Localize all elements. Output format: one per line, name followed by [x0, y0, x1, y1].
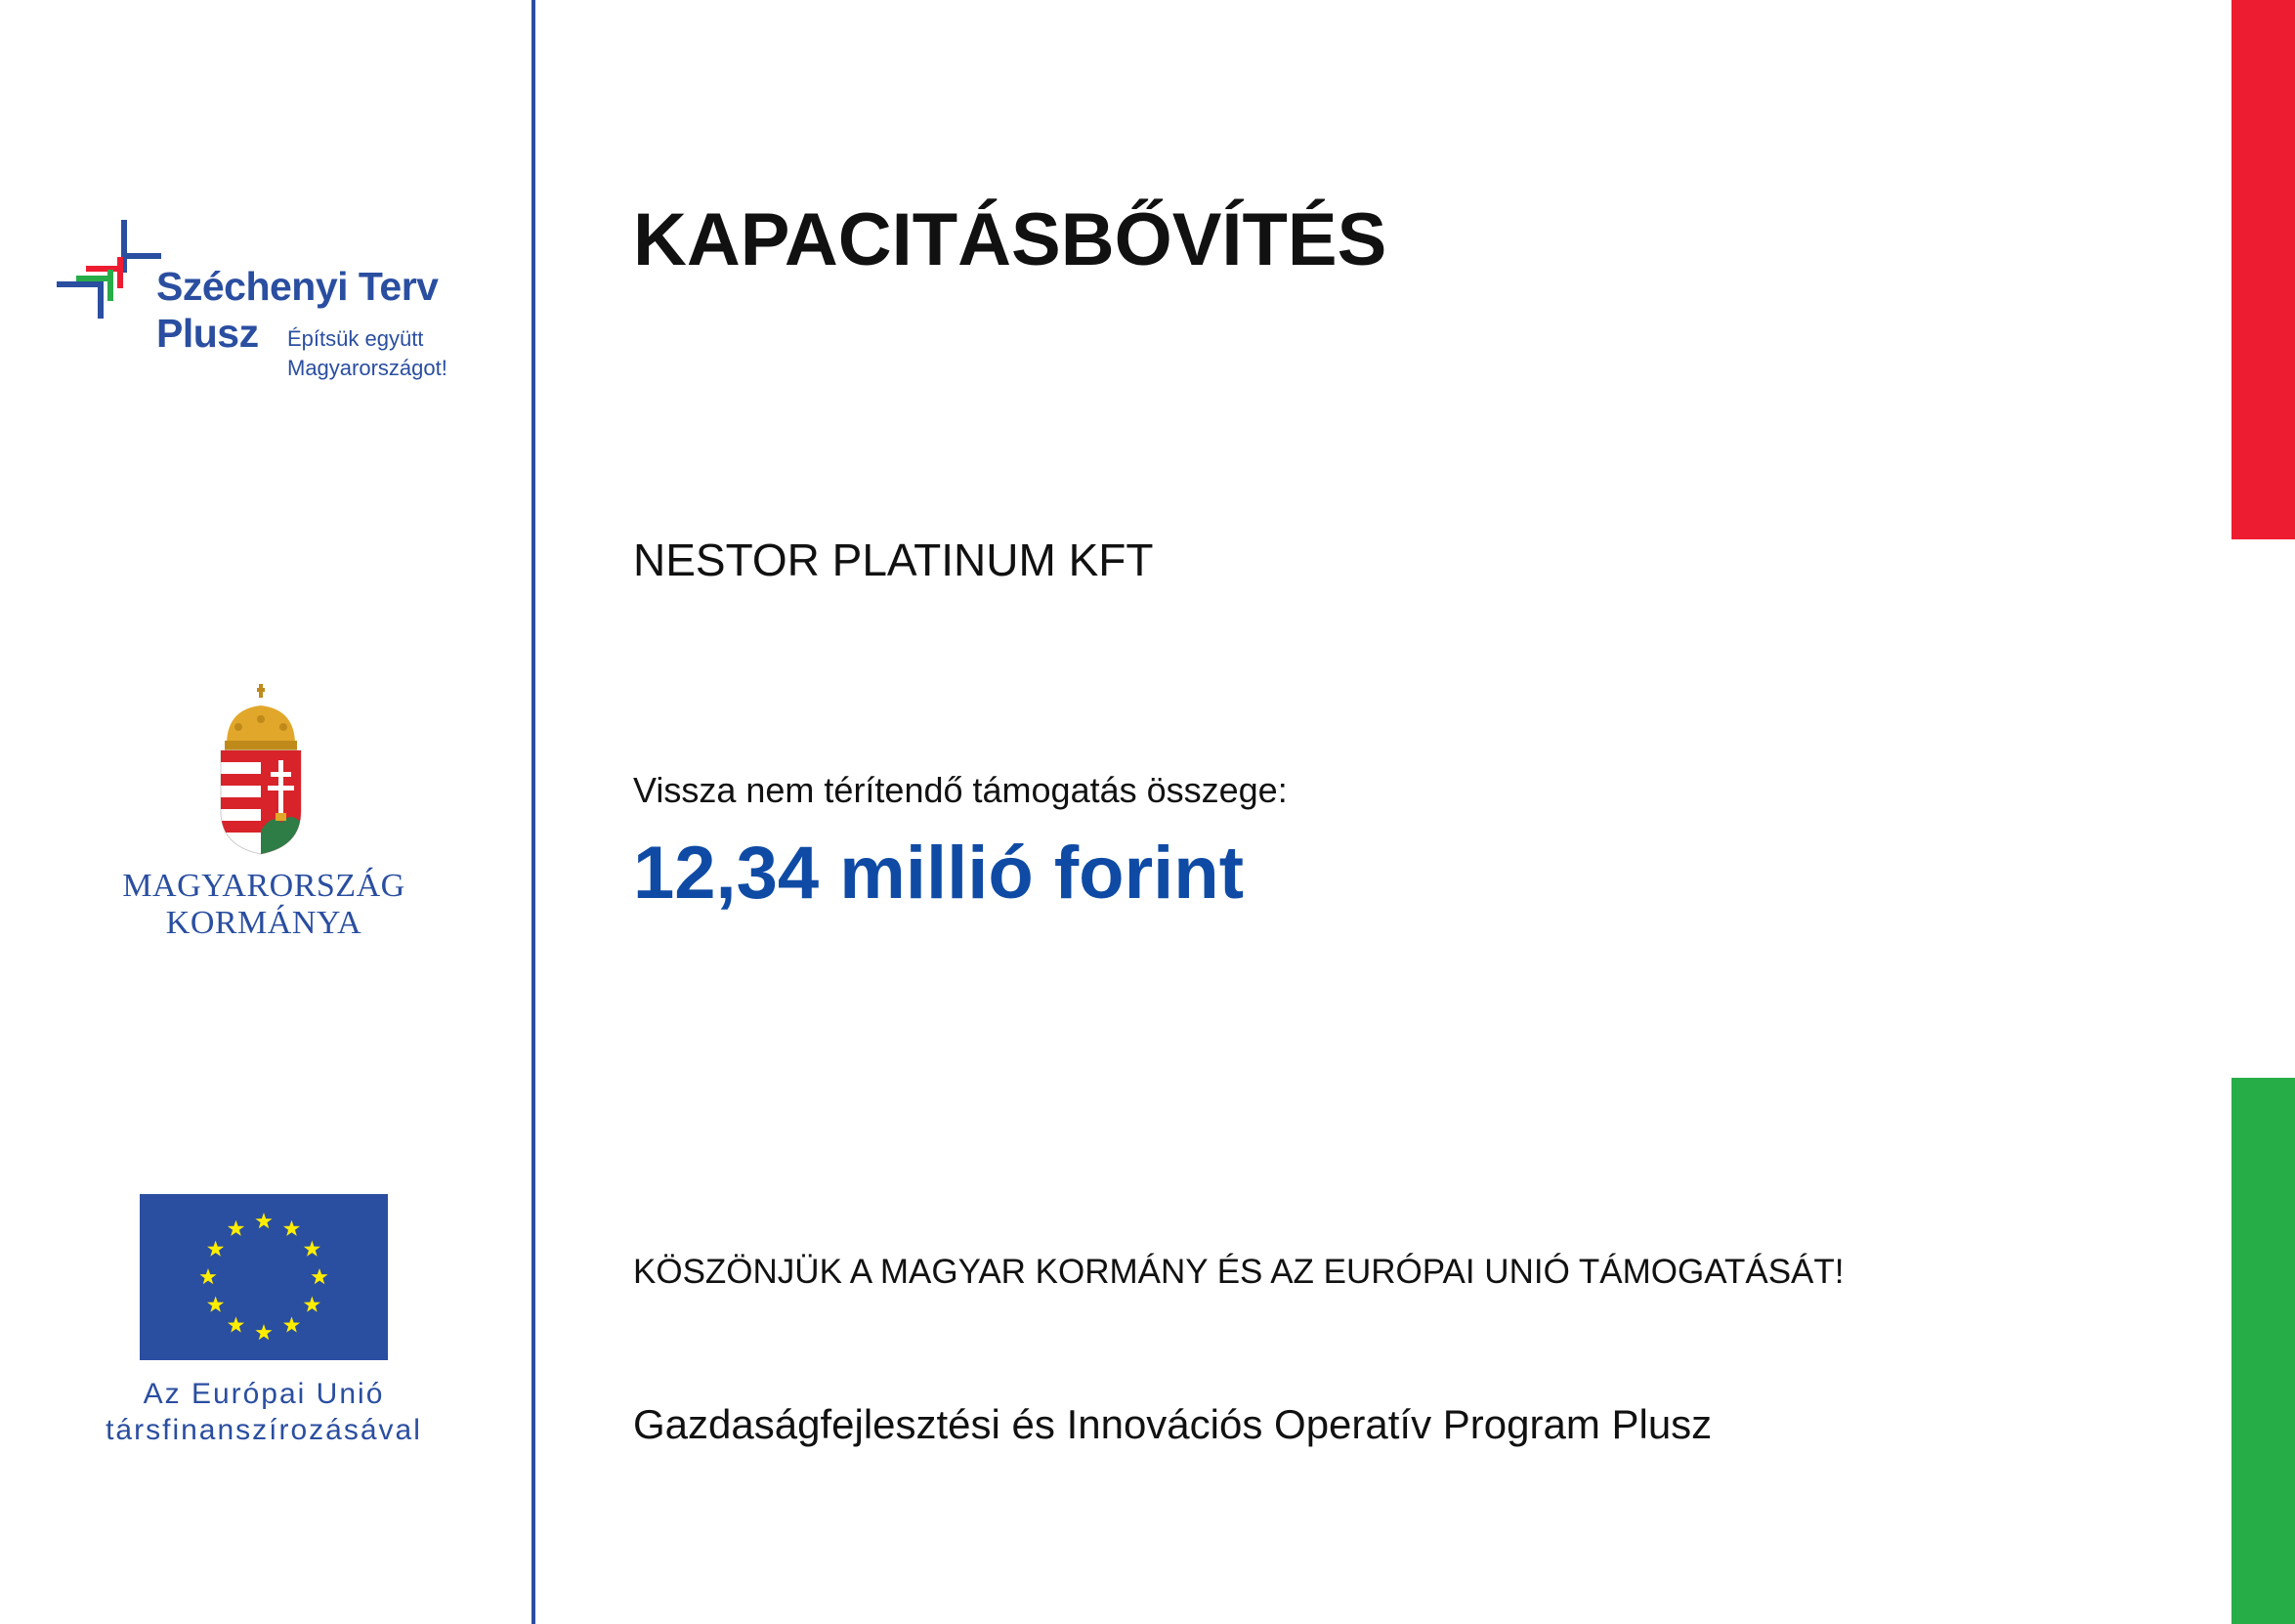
project-title: KAPACITÁSBŐVÍTÉS	[633, 198, 1387, 281]
szechenyi-cross-icon	[57, 217, 164, 320]
grant-amount-value: 12,34 millió forint	[633, 832, 1245, 915]
government-name-line2: KORMÁNYA	[165, 905, 362, 941]
government-name-line1: MAGYARORSZÁG	[122, 868, 405, 904]
beneficiary-name: NESTOR PLATINUM KFT	[633, 534, 1154, 585]
green-stripe	[2231, 1078, 2295, 1624]
szechenyi-slogan-line1: Építsük együtt	[287, 326, 424, 351]
szechenyi-title-line2: Plusz	[156, 311, 259, 356]
eu-text-line2: társfinanszírozásával	[106, 1414, 422, 1446]
program-name: Gazdaságfejlesztési és Innovációs Operatív Program Plusz	[633, 1401, 1713, 1447]
eu-text-line1: Az Európai Unió	[143, 1378, 385, 1410]
eu-flag-icon	[140, 1194, 388, 1360]
vertical-divider	[531, 0, 535, 1624]
hungarian-coat-of-arms-icon	[219, 684, 303, 856]
red-stripe	[2231, 0, 2295, 539]
szechenyi-slogan-line2: Magyarországot!	[287, 356, 447, 380]
szechenyi-title-line1: Széchenyi Terv	[156, 264, 439, 309]
thanks-message: KÖSZÖNJÜK A MAGYAR KORMÁNY ÉS AZ EURÓPAI UNIÓ TÁMOGATÁSÁT!	[633, 1253, 1845, 1291]
grant-amount-label: Vissza nem térítendő támogatás összege:	[633, 770, 1288, 810]
szechenyi-terv-plusz-logo	[57, 217, 477, 393]
